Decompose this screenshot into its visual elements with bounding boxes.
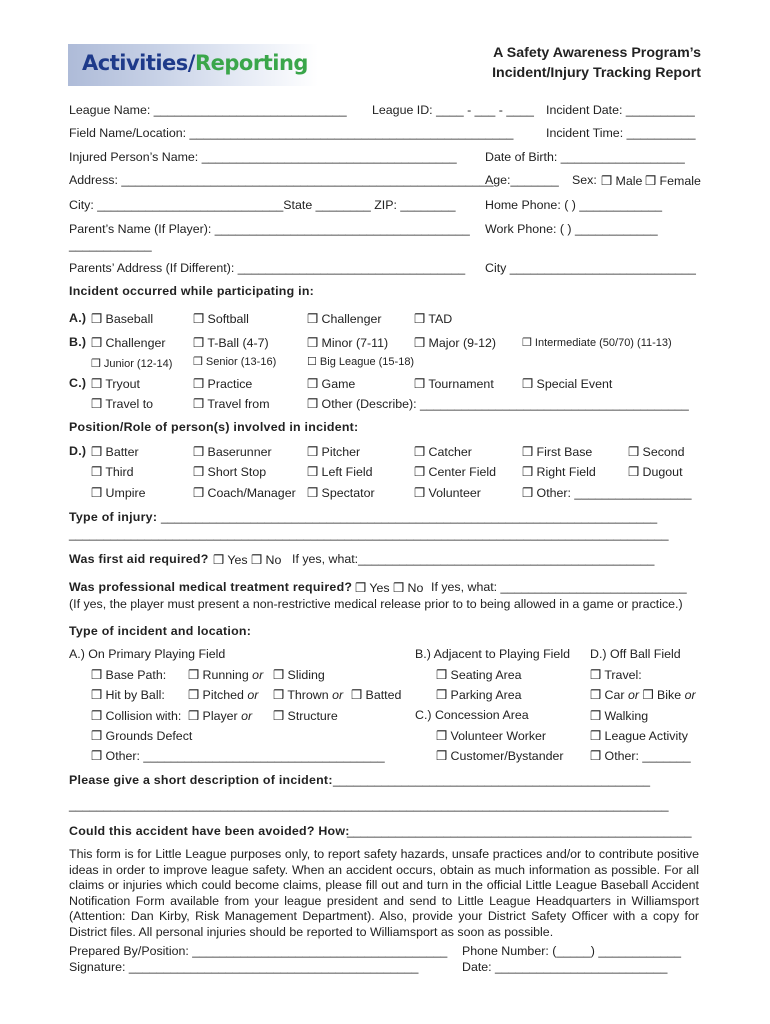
spectator-checkbox[interactable]: ❒ Spectator <box>307 486 375 500</box>
seating-area-checkbox[interactable]: ❒ Seating Area <box>436 668 522 682</box>
concession-area-label: C.) Concession Area <box>415 708 529 722</box>
major-checkbox[interactable]: ❒ Major (9-12) <box>414 336 497 350</box>
volunteer-worker-checkbox[interactable]: ❒ Volunteer Worker <box>436 729 547 743</box>
coach-manager-checkbox[interactable]: ❒ Coach/Manager <box>193 486 296 500</box>
big-league-checkbox[interactable]: ☐ Big League (15-18) <box>307 356 415 368</box>
tball-checkbox[interactable]: ❒ T-Ball (4-7) <box>193 336 269 350</box>
softball-checkbox[interactable]: ❒ Softball <box>193 312 249 326</box>
phone-number-field[interactable]: Phone Number: (_____) ____________ <box>462 944 682 958</box>
off-ball-field-label: D.) Off Ball Field <box>590 647 681 661</box>
parking-area-checkbox[interactable]: ❒ Parking Area <box>436 688 522 702</box>
third-checkbox[interactable]: ❒ Third <box>91 465 134 479</box>
batted-checkbox[interactable]: ❒ Batted <box>351 688 402 702</box>
game-checkbox[interactable]: ❒ Game <box>307 377 356 391</box>
incident-other-checkbox[interactable]: ❒ Other: ___________________________________ <box>91 749 385 763</box>
challenger-checkbox-b[interactable]: ❒ Challenger <box>91 336 166 350</box>
grounds-defect-checkbox[interactable]: ❒ Grounds Defect <box>91 729 193 743</box>
signature-field[interactable]: Signature: __________________________________________ <box>69 960 419 974</box>
injured-name-field[interactable]: Injured Person’s Name: _____________________________________ <box>69 150 457 164</box>
league-name-field[interactable]: League Name: ____________________________ <box>69 103 347 117</box>
participation-heading: Incident occurred while participating in: <box>69 284 315 298</box>
description-line-2[interactable]: _______________________________________________________________________________________ <box>69 798 669 812</box>
section-d-label: D.) <box>69 444 87 458</box>
pitched-checkbox[interactable]: ❒ Pitched or <box>188 688 259 702</box>
parent-name-field[interactable]: Parent’s Name (If Player): _____________________________________ <box>69 222 470 236</box>
off-field-other-checkbox[interactable]: ❒ Other: _______ <box>590 749 691 763</box>
role-heading: Position/Role of person(s) involved in incident: <box>69 420 359 434</box>
car-bike-checkbox[interactable]: ❒ Car or ❒ Bike or <box>590 688 696 702</box>
injury-type-label: Type of injury: <box>69 510 158 524</box>
first-base-checkbox[interactable]: ❒ First Base <box>522 445 593 459</box>
other-describe-checkbox[interactable]: ❒ Other (Describe): _______________________________________ <box>307 397 689 411</box>
injury-type-line-2[interactable]: _______________________________________________________________________________________ <box>69 527 669 541</box>
banner-title: Activities/Reporting <box>82 51 308 75</box>
hit-by-ball-checkbox[interactable]: ❒ Hit by Ball: <box>91 688 165 702</box>
medical-note: (If yes, the player must present a non-restrictive medical release prior to to being allowed in a game or practice.) <box>69 597 683 611</box>
dugout-checkbox[interactable]: ❒ Dugout <box>628 465 683 479</box>
medical-question: Was professional medical treatment required? <box>69 580 353 594</box>
parent-name-continuation[interactable]: ____________ <box>69 238 152 252</box>
section-c-label: C.) <box>69 376 87 390</box>
sex-label: Sex: <box>572 173 597 187</box>
address-field[interactable]: Address: ______________________________________________________ <box>69 173 494 187</box>
description-label: Please give a short description of incident: <box>69 773 333 787</box>
avoided-label: Could this accident have been avoided? How: <box>69 824 350 838</box>
description-line-1[interactable]: ______________________________________________ <box>333 773 650 787</box>
first-aid-question: Was first aid required? <box>69 552 209 566</box>
city-state-zip-field[interactable]: City: ___________________________State ________ ZIP: ________ <box>69 198 456 212</box>
collision-checkbox[interactable]: ❒ Collision with: <box>91 709 182 723</box>
header-line-2: Incident/Injury Tracking Report <box>492 65 701 81</box>
incident-date-field[interactable]: Incident Date: __________ <box>546 103 695 117</box>
challenger-checkbox-a[interactable]: ❒ Challenger <box>307 312 382 326</box>
batter-checkbox[interactable]: ❒ Batter <box>91 445 139 459</box>
walking-checkbox[interactable]: ❒ Walking <box>590 709 649 723</box>
header-line-1: A Safety Awareness Program’s <box>493 45 701 61</box>
left-field-checkbox[interactable]: ❒ Left Field <box>307 465 373 479</box>
tad-checkbox[interactable]: ❒ TAD <box>414 312 453 326</box>
primary-field-label: A.) On Primary Playing Field <box>69 647 226 661</box>
role-other-checkbox[interactable]: ❒ Other: _________________ <box>522 486 692 500</box>
junior-checkbox[interactable]: ❒ Junior (12-14) <box>91 358 173 370</box>
field-location-field[interactable]: Field Name/Location: _______________________________________________ <box>69 126 514 140</box>
male-checkbox[interactable]: ❒ Male <box>601 174 643 188</box>
adjacent-field-label: B.) Adjacent to Playing Field <box>415 647 570 661</box>
parents-address-field[interactable]: Parents’ Address (If Different): _________________________________ <box>69 261 466 275</box>
avoided-line[interactable]: __________________________________________________ <box>347 824 692 838</box>
first-aid-ifyes[interactable]: If yes, what:___________________________________________ <box>292 552 655 566</box>
work-phone-field[interactable]: Work Phone: ( ) ____________ <box>485 222 658 236</box>
female-checkbox[interactable]: ❒ Female <box>645 174 701 188</box>
prepared-by-field[interactable]: Prepared By/Position: _____________________________________ <box>69 944 448 958</box>
sliding-checkbox[interactable]: ❒ Sliding <box>273 668 325 682</box>
customer-bystander-checkbox[interactable]: ❒ Customer/Bystander <box>436 749 564 763</box>
section-b-label: B.) <box>69 335 87 349</box>
injury-type-line-1[interactable]: ________________________________________________________________________ <box>161 510 658 524</box>
volunteer-checkbox[interactable]: ❒ Volunteer <box>414 486 481 500</box>
minor-checkbox[interactable]: ❒ Minor (7-11) <box>307 336 389 350</box>
medical-options[interactable]: ❒ Yes ❒ No <box>355 581 424 595</box>
tryout-checkbox[interactable]: ❒ Tryout <box>91 377 140 391</box>
senior-checkbox[interactable]: ❒ Senior (13-16) <box>193 356 277 368</box>
date-field[interactable]: Date: _________________________ <box>462 960 668 974</box>
short-stop-checkbox[interactable]: ❒ Short Stop <box>193 465 267 479</box>
travel-to-checkbox[interactable]: ❒ Travel to <box>91 397 154 411</box>
travel-checkbox[interactable]: ❒ Travel: <box>590 668 642 682</box>
league-id-field[interactable]: League ID: ____ - ___ - ____ <box>372 103 534 117</box>
intermediate-checkbox[interactable]: ❒ Intermediate (50/70) (11-13) <box>522 337 672 349</box>
thrown-checkbox[interactable]: ❒ Thrown or <box>273 688 344 702</box>
incident-type-heading: Type of incident and location: <box>69 624 252 638</box>
second-checkbox[interactable]: ❒ Second <box>628 445 685 459</box>
incident-time-field[interactable]: Incident Time: __________ <box>546 126 696 140</box>
city2-field[interactable]: City ___________________________ <box>485 261 696 275</box>
structure-checkbox[interactable]: ❒ Structure <box>273 709 338 723</box>
age-field[interactable]: Age:_______ <box>485 173 559 187</box>
tournament-checkbox[interactable]: ❒ Tournament <box>414 377 494 391</box>
practice-checkbox[interactable]: ❒ Practice <box>193 377 253 391</box>
first-aid-options[interactable]: ❒ Yes ❒ No <box>213 553 282 567</box>
pitcher-checkbox[interactable]: ❒ Pitcher <box>307 445 361 459</box>
league-activity-checkbox[interactable]: ❒ League Activity <box>590 729 688 743</box>
baseball-checkbox[interactable]: ❒ Baseball <box>91 312 154 326</box>
medical-ifyes[interactable]: If yes, what: ___________________________ <box>431 580 687 594</box>
running-checkbox[interactable]: ❒ Running or <box>188 668 264 682</box>
umpire-checkbox[interactable]: ❒ Umpire <box>91 486 146 500</box>
travel-from-checkbox[interactable]: ❒ Travel from <box>193 397 270 411</box>
baserunner-checkbox[interactable]: ❒ Baserunner <box>193 445 272 459</box>
dob-field[interactable]: Date of Birth: __________________ <box>485 150 685 164</box>
special-event-checkbox[interactable]: ❒ Special Event <box>522 377 613 391</box>
home-phone-field[interactable]: Home Phone: ( ) ____________ <box>485 198 663 212</box>
player-checkbox[interactable]: ❒ Player or <box>188 709 253 723</box>
base-path-checkbox[interactable]: ❒ Base Path: <box>91 668 167 682</box>
section-a-label: A.) <box>69 311 87 325</box>
footer-note: This form is for Little League purposes only, to report safety hazards, unsafe practices and/or to contribute positive ideas in order to improve league safety. When an accident occurs, obtain as much information as possible. For all claims or injuries which could become claims, please fill out and turn in the official Little League Baseball Accident Notification Form available from your league president and send to Little League Headquarters in Williamsport (Attention: Dan Kirby, Risk Management Department). Also, provide your District Safety Officer with a copy for District files. All personal injuries should be reported to Williamsport as soon as possible. <box>69 847 699 939</box>
center-field-checkbox[interactable]: ❒ Center Field <box>414 465 497 479</box>
catcher-checkbox[interactable]: ❒ Catcher <box>414 445 472 459</box>
right-field-checkbox[interactable]: ❒ Right Field <box>522 465 596 479</box>
